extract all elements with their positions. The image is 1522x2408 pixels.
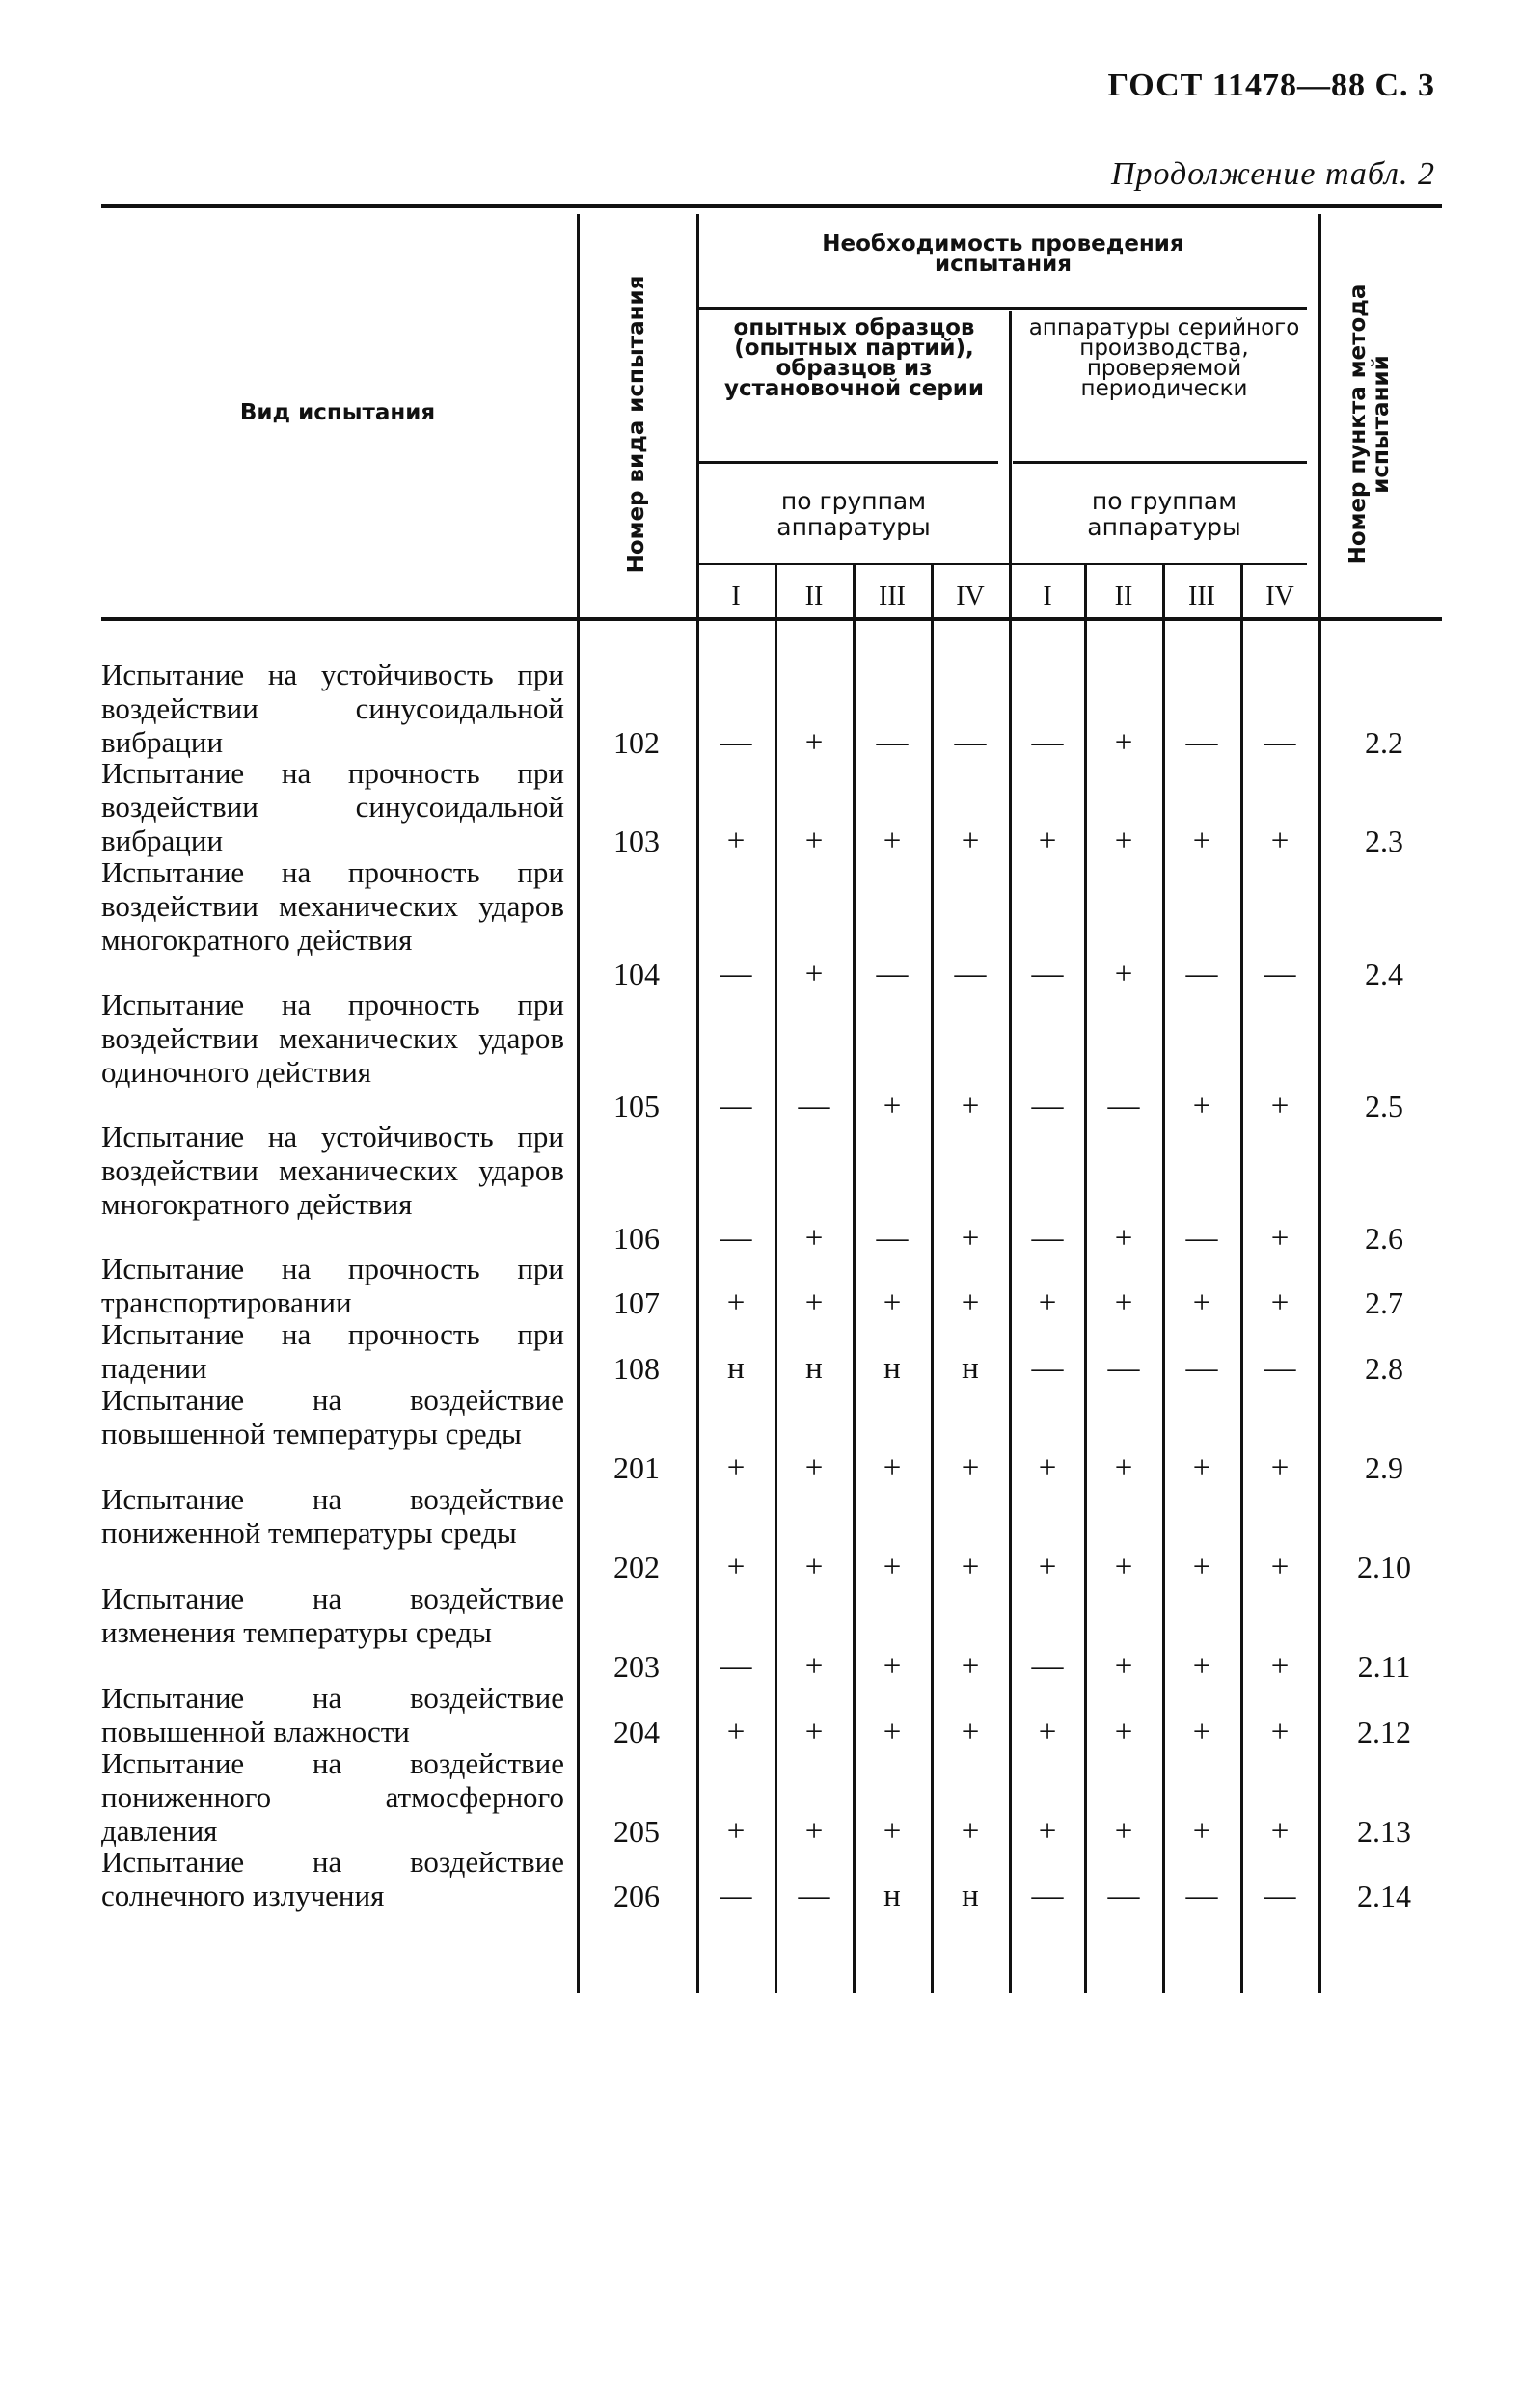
method-clause-cell: 2.10 [1357,1550,1411,1584]
serial-group-cell: — [1185,1351,1218,1386]
method-clause-cell: 2.13 [1357,1814,1411,1849]
method-clause-cell: 2.6 [1365,1221,1403,1256]
proto-group-cell: + [726,824,746,858]
method-clause-cell: 2.5 [1365,1089,1403,1123]
header-method-clause: Номер пункта метода испытаний [1345,284,1394,565]
proto-group-cell: + [804,1221,824,1256]
proto-group-cell: + [804,725,824,760]
serial-group-cell: + [1270,1550,1290,1584]
proto-group-cell: + [883,1814,902,1849]
serial-group-cell: + [1038,1715,1057,1749]
proto-group-cell: + [726,1450,746,1485]
proto-group-cell: + [804,957,824,991]
serial-group-cell: — [1264,957,1296,991]
prototypes-groups-rule [699,461,998,464]
test-name: Испытание на прочность при воздействии синусоидальной вибрации [101,756,564,857]
test-name: Испытание на воздействие пониженного атмосферного давления [101,1746,564,1848]
serial-group-cell: + [1192,1089,1211,1123]
serial-group-cell: + [1038,1550,1057,1584]
header-prototypes: опытных образцов (опытных партий), образцов из установочной серии [723,315,985,401]
method-clause-cell: 2.14 [1357,1879,1411,1913]
serial-group-cell: + [1114,1715,1133,1749]
method-clause-cell: 2.7 [1365,1285,1403,1320]
proto-group-cell: — [798,1089,830,1123]
proto-group-cell: — [798,1879,830,1913]
proto-group-cell: + [961,824,980,858]
serial-group-cell: + [1270,1649,1290,1684]
serial-group-cell: + [1114,1550,1133,1584]
proto-group-cell: + [726,1285,746,1320]
proto-group-cell: + [883,1715,902,1749]
proto-group-cell: + [804,1285,824,1320]
table-top-rule [101,204,1442,208]
col-divider-proto-II [775,565,777,1993]
col-divider-test-number [577,214,580,1993]
header-proto-by-groups: по группам аппаратуры [776,487,931,541]
method-clause-cell: 2.4 [1365,957,1403,991]
serial-groups-rule [1013,461,1307,464]
test-name: Испытание на воздействие солнечного излучения [101,1845,564,1912]
serial-group-cell: + [1270,1221,1290,1256]
header-serial-by-groups: по группам аппаратуры [1087,487,1241,541]
test-name: Испытание на воздействие повышенной температуры среды [101,1383,564,1450]
serial-group-cell: — [1031,1351,1064,1386]
serial-group-cell: — [1107,1089,1140,1123]
header-serial: аппаратуры серийного производства, проверяемой периодически [1028,315,1300,401]
test-name: Испытание на воздействие повышенной влажности [101,1681,564,1748]
col-divider-serial-II [1084,565,1087,1993]
serial-group-cell: + [1114,1285,1133,1320]
proto-group-cell: + [883,1285,902,1320]
serial-group-cell: + [1270,1450,1290,1485]
table-continuation-caption: Продолжение табл. 2 [1110,156,1435,192]
serial-group-cell: + [1192,1649,1211,1684]
serial-group-cell: + [1270,1285,1290,1320]
header-necessity: Необходимость проведения испытания [822,231,1184,277]
method-clause-cell: 2.2 [1365,725,1403,760]
proto-group-cell: + [961,1550,980,1584]
test-name: Испытание на прочность при воздействии механических ударов многократного действия [101,855,564,957]
serial-group-label-I: I [1043,582,1052,611]
serial-group-label-III: III [1188,582,1215,611]
proto-group-cell: — [720,1649,752,1684]
proto-group-cell: — [720,957,752,991]
proto-group-cell: н [962,1879,979,1913]
method-clause-cell: 2.3 [1365,824,1403,858]
serial-group-cell: — [1031,957,1064,991]
serial-group-cell: + [1114,957,1133,991]
serial-group-cell: + [1038,1285,1057,1320]
serial-group-cell: + [1270,1715,1290,1749]
proto-group-cell: + [961,1649,980,1684]
test-number-cell: 108 [613,1351,660,1386]
test-number-cell: 203 [613,1649,660,1684]
serial-group-cell: + [1114,1221,1133,1256]
serial-group-cell: — [1107,1351,1140,1386]
test-name: Испытание на воздействие пониженной температуры среды [101,1482,564,1550]
col-divider-serial-IV [1240,565,1243,1993]
proto-group-label-II: II [804,582,824,611]
serial-group-cell: — [1185,1879,1218,1913]
serial-group-cell: — [1031,1879,1064,1913]
serial-group-cell: + [1038,824,1057,858]
serial-group-cell: — [1264,1879,1296,1913]
serial-group-cell: — [1031,1089,1064,1123]
serial-group-cell: + [1192,1285,1211,1320]
serial-group-cell: + [1038,1814,1057,1849]
serial-group-label-II: II [1114,582,1133,611]
proto-group-cell: н [727,1351,745,1386]
proto-group-cell: — [876,725,909,760]
method-clause-cell: 2.12 [1357,1715,1411,1749]
proto-group-cell: + [961,1285,980,1320]
serial-group-cell: + [1270,824,1290,858]
proto-group-cell: + [961,1221,980,1256]
groups-numbers-rule [699,563,1307,565]
col-divider-serial-III [1162,565,1165,1993]
serial-group-cell: — [1185,957,1218,991]
method-clause-cell: 2.9 [1365,1450,1403,1485]
proto-group-cell: + [883,1450,902,1485]
proto-group-cell: + [804,1715,824,1749]
serial-group-label-IV: IV [1265,582,1294,611]
serial-group-cell: + [1114,1450,1133,1485]
serial-group-cell: + [1038,1450,1057,1485]
proto-group-cell: — [720,1221,752,1256]
proto-group-cell: + [804,1814,824,1849]
serial-group-cell: + [1114,1814,1133,1849]
serial-group-cell: + [1192,1814,1211,1849]
proto-group-cell: н [883,1351,901,1386]
test-name: Испытание на прочность при воздействии механических ударов одиночного действия [101,988,564,1089]
test-number-cell: 206 [613,1879,660,1913]
serial-group-cell: — [1185,725,1218,760]
serial-group-cell: + [1270,1814,1290,1849]
method-clause-cell: 2.11 [1357,1649,1411,1684]
proto-group-label-III: III [879,582,906,611]
test-number-cell: 104 [613,957,660,991]
test-number-cell: 106 [613,1221,660,1256]
test-name: Испытание на прочность при падении [101,1317,564,1385]
proto-group-cell: + [726,1715,746,1749]
test-number-cell: 105 [613,1089,660,1123]
test-number-cell: 107 [613,1285,660,1320]
col-divider-proto-IV [931,565,934,1993]
test-number-cell: 103 [613,824,660,858]
necessity-subheader-rule [699,307,1307,310]
serial-group-cell: + [1270,1089,1290,1123]
serial-group-cell: + [1192,824,1211,858]
proto-group-cell: + [804,1550,824,1584]
test-number-cell: 202 [613,1550,660,1584]
serial-group-cell: + [1192,1450,1211,1485]
test-name: Испытание на воздействие изменения температуры среды [101,1582,564,1649]
proto-group-cell: + [883,824,902,858]
serial-group-cell: — [1031,1221,1064,1256]
test-number-cell: 204 [613,1715,660,1749]
proto-group-cell: + [726,1550,746,1584]
proto-group-cell: — [954,725,987,760]
serial-group-cell: — [1031,725,1064,760]
proto-group-cell: + [961,1089,980,1123]
serial-group-cell: + [1192,1550,1211,1584]
proto-group-cell: — [720,725,752,760]
proto-group-cell: + [726,1814,746,1849]
serial-group-cell: + [1114,1649,1133,1684]
serial-group-cell: + [1114,725,1133,760]
serial-group-cell: + [1192,1715,1211,1749]
test-name: Испытание на прочность при транспортировании [101,1252,564,1319]
serial-group-cell: — [1031,1649,1064,1684]
test-name: Испытание на устойчивость при воздействии синусоидальной вибрации [101,658,564,759]
proto-group-cell: — [954,957,987,991]
proto-group-cell: — [720,1879,752,1913]
col-divider-method-clause [1318,214,1321,1993]
proto-group-cell: — [876,1221,909,1256]
proto-group-cell: н [805,1351,823,1386]
test-number-cell: 205 [613,1814,660,1849]
serial-group-cell: — [1185,1221,1218,1256]
serial-group-cell: — [1264,725,1296,760]
serial-group-cell: + [1114,824,1133,858]
proto-group-cell: + [883,1089,902,1123]
proto-group-cell: + [961,1814,980,1849]
header-test-type: Вид испытания [239,400,436,425]
proto-group-cell: н [962,1351,979,1386]
proto-group-cell: — [876,957,909,991]
proto-group-cell: + [883,1550,902,1584]
test-number-cell: 201 [613,1450,660,1485]
test-number-cell: 102 [613,725,660,760]
proto-group-cell: + [883,1649,902,1684]
proto-group-cell: н [883,1879,901,1913]
proto-group-cell: + [804,1649,824,1684]
proto-group-cell: + [804,1450,824,1485]
proto-group-cell: — [720,1089,752,1123]
proto-group-cell: + [961,1450,980,1485]
proto-group-cell: + [961,1715,980,1749]
proto-group-cell: + [804,824,824,858]
serial-group-cell: — [1264,1351,1296,1386]
header-test-number: Номер вида испытания [624,275,649,574]
test-name: Испытание на устойчивость при воздействии механических ударов многократного действия [101,1120,564,1221]
col-divider-proto-III [853,565,856,1993]
serial-group-cell: — [1107,1879,1140,1913]
proto-group-label-I: I [731,582,741,611]
proto-group-label-IV: IV [956,582,985,611]
method-clause-cell: 2.8 [1365,1351,1403,1386]
page-header: ГОСТ 11478—88 С. 3 [1107,68,1435,103]
